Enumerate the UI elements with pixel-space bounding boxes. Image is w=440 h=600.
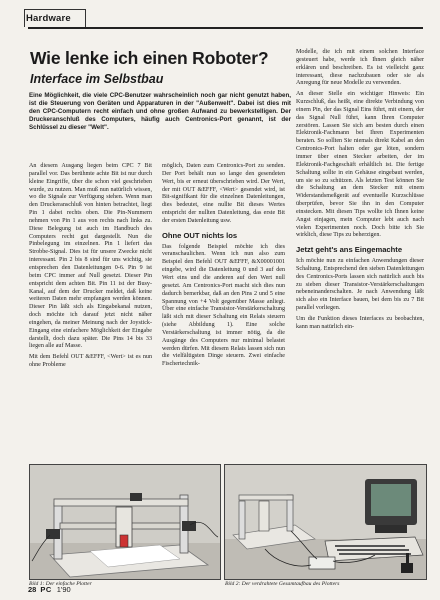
section-label: Hardware <box>26 13 71 24</box>
paragraph: An diesem Ausgang liegen beim CPC 7 Bit parallel vor. Das berühmte achte Bit ist nur durch kleine Eingriffe, über die schon viel geschrieben wurde, zu nutzen. Man muß nun natürlich wissen, wo die Signale zur Verfügung stehen. Wenn man den Druckeranschluß von hinten betrachtet, liegt Pin 1 dabei rechts oben. Die Pin-Nummern nehmen von Pin 1 aus von rechts nach links zu. Diese Belegung ist auch im Handbuch des Computers recht gut dargestellt. Nun die Pinbelegung im einzelnen. Pin 1 liefert das Strobbe-Signal. Dies ist für unsere Zwecke nicht interessant. Pin 2 bis 8 sind für uns wichtig, sie entsprechen den Datenleitungen 0-6. Pin 9 ist beim CPC immer auf Null gesetzt. Dieser Pin entspricht dem achten Bit. Pin 11 ist der Busy-Kanal, auf dem der Drucker meldet, daß keine weiteren Daten mehr empfangen werden können. Dieser Pin läßt sich als Eingabekanal nutzen, doch möchte ich darauf jetzt nicht näher eingehen, da meiner Meinung nach der Joystick-Eingang eine einfachere Möglichkeit der Eingabe darstellt, doch dazu später. Die Pins 14 bis 33 liegen alle auf Masse. <box>29 163 152 350</box>
paragraph: Das folgende Beispiel möchte ich dies veranschaulichen. Wenn ich nun also zum Beispiel den Befehl OUT &EFFF, &X00001001 eingebe, wird die Datenleitung 0 und 3 auf den Wert eins und die anderen auf den Wert null gesetzt. Am Centronics-Port macht sich dies nun dadurch bemerkbar, daß an den Pins 2 und 5 eine Spannung von +4 Volt gegenüber Masse anliegt. Über eine einfache Transistor-Verstärkerschaltung läßt sich mit dieser Schaltung ein Relais steuern (siehe Abbildung 1). Eine solche Verstärkerschaltung ist immer nötig, da die Ausgänge des Computers nur minimal belastet werden dürfen. Mit diesem Relais lassen sich nun die vielfältigsten Dinge steuern. Zwei einfache Fischertechnik- <box>162 243 285 368</box>
paragraph: Mit dem Befehl OUT &EFFF, <Wert> ist es nun ohne Probleme <box>29 354 152 369</box>
magazine-name: PC <box>40 585 52 594</box>
paragraph: möglich, Daten zum Centronics-Port zu senden. Der Port behält nun so lange den gesendeten Wert, bis er erneut überschrieben wird. Der Wert, der mit OUT &EFFF, <Wert> gesendet wird, ist Bit-signifikant für die einzelnen Datenleitungen, dies bedeutet, eine nullte Bit dieses Wertes entspricht der nullten Datenleitung, das erste Bit der ersten Datenleitung usw. <box>162 163 285 224</box>
page-number: 28 <box>28 585 37 594</box>
paragraph: Modelle, die ich mit einem solchen Interface gesteuert habe, werde ich Ihnen gleich näher erklären und beschreiben. Es ist vielleicht ganz interessant, diese nachzubauen oder sie als Anregung für neue Modelle zu verwenden. <box>296 49 424 87</box>
figure-caption-2: Bild 2: Der verdrahtete Gesamtaufbau des Plotters <box>225 581 340 587</box>
setup-photo <box>224 464 427 580</box>
header-rule <box>28 27 423 29</box>
setup-illustration <box>225 465 426 579</box>
article-title: Wie lenke ich einen Roboter? <box>30 48 269 68</box>
text-column-2 <box>162 163 285 369</box>
plotter-photo <box>29 464 221 580</box>
page-footer <box>28 585 71 594</box>
text-column-1 <box>29 163 152 370</box>
paragraph: Ich möchte nun zu einfachen Anwendungen dieser Schaltung. Entsprechend den sieben Datenleitungen des Centronics-Ports lassen sich natürlich auch bis zu sieben dieser Transistor-Verstärkerschaltungen nebeneinanderschalten. Je nach Anwendung läßt sich also ein Interface bauen, bei dem bis zu 7 Bit parallel vorliegen. <box>296 258 424 312</box>
plotter-illustration <box>30 465 220 579</box>
article-subtitle: Interface im Selbstbau <box>30 72 164 86</box>
issue-number: 1'90 <box>56 585 71 594</box>
figure-caption-1: Bild 1: Der einfache Plotter <box>29 581 92 587</box>
text-column-3 <box>296 49 424 332</box>
paragraph: Um die Funktion dieses Interfaces zu beobachten, kann man natürlich ein- <box>296 316 424 330</box>
article-lead: Eine Möglichkeit, die viele CPC-Benutzer wahrscheinlich noch gar nicht genutzt haben, ist die Steuerung von Geräten und Apparaturen in der "Außenwelt". Dabei ist dies mit den CPC-Computern recht einfach und ohne großen Aufwand zu bewerkstelligen. Der Druckeranschluß des Computers, häufig auch Centronics-Port genannt, ist der Schlüssel zu dieser "Welt". <box>29 92 291 132</box>
subheading: Ohne OUT nichts los <box>162 230 238 240</box>
paragraph: An dieser Stelle ein wichtiger Hinweis: Ein Kurzschluß, das heißt, eine direkte Verbindung von einem Pin, der das Signal Eins führt, mit einem, der das Signal Null führt, kann Ihren Computer zerstören. Lassen Sie sich am besten durch einen Elektronik-Fachmann bei Ihren Experimenten beraten. So sollten Sie niemals direkt Kabel an den Centronics-Port halten oder gar löten, sondern immer über einen Stecker arbeiten, der im Elektronik-Fachgeschäft erhältlich ist. Die fertige Schaltung sollte in ein Gehäuse eingebaut werden, um sie so zu schützen. Als letzten Test können Sie die Schaltung an dem Stecker mit einem Widerstandsmeßgerät auf eventuelle Kurzschlüsse überprüfen, bevor Sie ihn in den Computer einstecken. Mit diesen Tips wollte ich Ihnen keine Angst einjagen, mein Computer lebt auch nach vielen Experimenten noch. Doch bitte ich Sie wirklich, diese Tips zu beherzigen. <box>296 91 424 239</box>
subheading: Jetzt geht's ans Eingemachte <box>296 245 403 255</box>
